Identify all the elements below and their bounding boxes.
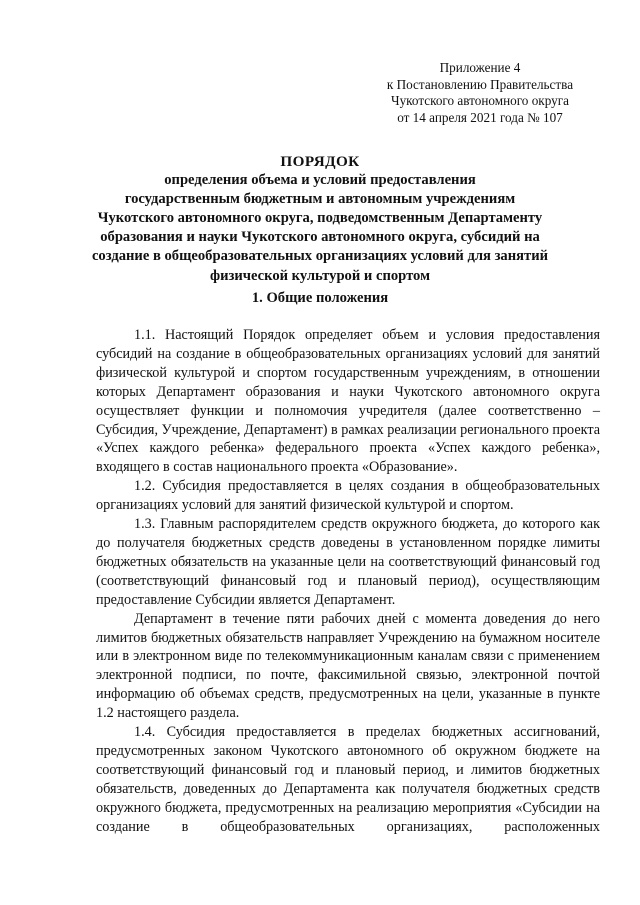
- paragraph: 1.1. Настоящий Порядок определяет объем и условия предоставления субсидий на создание в общеобразовательных организациях условий для занятий физической культурой и спортом государственным учреждениям, в отношении которых Департамент образования и науки Чукотского автономного округа осуществляет функции и полномочия учредителя (далее соответственно – Субсидия, Учреждение, Департамент) в рамках реализации регионального проекта «Успех каждого ребенка» федерального проекта «Успех каждого ребенка», входящего в состав национального проекта «Образование».: [96, 327, 600, 476]
- title-heading: ПОРЯДОК: [280, 153, 360, 170]
- section-body: [96, 326, 600, 836]
- title-line: Чукотского автономного округа, подведомственным Департаменту: [97, 210, 543, 227]
- appendix-line: к Постановлению Правительства: [386, 76, 574, 92]
- paragraph: 1.3. Главным распорядителем средств окружного бюджета, до которого как до получателя бюджетных средств доведены в установленном порядке лимиты бюджетных обязательств на указанные цели на соответствующий финансовый год (соответствующий финансовый год и плановый период), осуществляющим предоставление Субсидии является Департамент.: [96, 516, 600, 608]
- paragraph: 1.4. Субсидия предоставляется в пределах бюджетных ассигнований, предусмотренных законом Чукотского автономного об окружном бюджете на соответствующий финансовый год и плановый период, и лимитов бюджетных обязательств, доведенных до Департамента как получателя бюджетных средств окружного бюджета, предусмотренных на реализацию мероприятия «Субсидии на создание в общеобразовательных организациях, расположенных: [96, 724, 600, 835]
- title-line: государственным бюджетным и автономным учреждениям: [124, 191, 516, 208]
- paragraph: Департамент в течение пяти рабочих дней с момента доведения до него лимитов бюджетных обязательств направляет Учреждению на бумажном носителе или в электронном виде по телекоммуникационным каналам связи с применением электронной подписи, по почте, факсимильной связью, электронной почтой информацию об объемах средств, предусмотренных на цели, указанные в пункте 1.2 настоящего раздела.: [96, 610, 600, 722]
- title-line: образования и науки Чукотского автономного округа, субсидий на: [100, 229, 540, 246]
- appendix-block: [360, 60, 600, 126]
- appendix-line: Приложение 4: [439, 60, 521, 75]
- title-line: создание в общеобразовательных организациях условий для занятий: [91, 248, 549, 265]
- document-title: [60, 152, 580, 286]
- title-line: определения объема и условий предоставления: [164, 172, 476, 189]
- title-line: физической культурой и спортом: [209, 267, 431, 284]
- appendix-line: от 14 апреля 2021 года № 107: [397, 109, 563, 125]
- paragraph: 1.2. Субсидия предоставляется в целях создания в общеобразовательных организациях условий для занятий физической культурой и спортом.: [96, 478, 600, 514]
- appendix-line: Чукотского автономного округа: [391, 93, 569, 109]
- section-heading: 1. Общие положения: [251, 290, 389, 306]
